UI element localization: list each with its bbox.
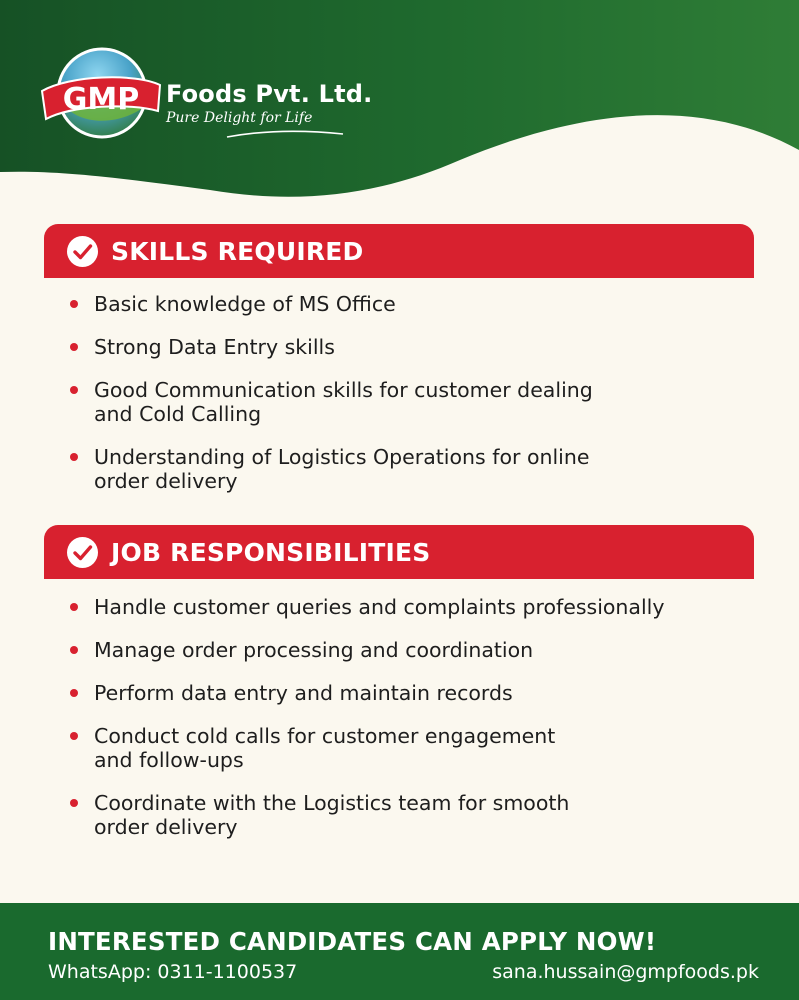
list-item	[70, 292, 760, 316]
bullet-dot-icon	[70, 689, 78, 697]
skill-item-text: order delivery	[94, 469, 238, 493]
list-item	[70, 378, 760, 426]
bullet-dot-icon	[70, 799, 78, 807]
list-item	[70, 595, 760, 619]
apply-now-heading: INTERESTED CANDIDATES CAN APPLY NOW!	[48, 927, 657, 956]
skill-item-text: Good Communication skills for customer dealing	[94, 378, 593, 402]
logo-text: GMP	[62, 82, 140, 117]
responsibility-item-text: Coordinate with the Logistics team for smooth	[94, 791, 570, 815]
job-responsibilities-banner	[44, 525, 754, 579]
skill-item-text: Strong Data Entry skills	[94, 335, 335, 359]
list-item	[70, 724, 760, 772]
bullet-dot-icon	[70, 453, 78, 461]
skill-item-text: and Cold Calling	[94, 402, 262, 426]
tagline-swoosh-decoration	[225, 128, 345, 140]
responsibility-item-text: order delivery	[94, 815, 238, 839]
gmp-logo	[40, 45, 162, 140]
bullet-dot-icon	[70, 603, 78, 611]
skills-required-title: SKILLS REQUIRED	[111, 236, 364, 266]
skill-item-text: Basic knowledge of MS Office	[94, 292, 396, 316]
company-name: Foods Pvt. Ltd.	[166, 80, 373, 108]
company-tagline: Pure Delight for Life	[166, 110, 313, 126]
responsibility-item-text: Manage order processing and coordination	[94, 638, 534, 662]
list-item	[70, 681, 760, 705]
bullet-dot-icon	[70, 300, 78, 308]
list-item	[70, 335, 760, 359]
responsibility-item-text: Perform data entry and maintain records	[94, 681, 513, 705]
skills-list	[70, 292, 760, 493]
bullet-dot-icon	[70, 343, 78, 351]
list-item	[70, 791, 760, 839]
bullet-dot-icon	[70, 646, 78, 654]
list-item	[70, 638, 760, 662]
responsibility-item-text: and follow-ups	[94, 748, 244, 772]
whatsapp-contact[interactable]: WhatsApp: 0311-1100537	[48, 961, 298, 983]
bullet-dot-icon	[70, 732, 78, 740]
checkmark-circle-icon	[66, 235, 99, 268]
list-item	[70, 445, 760, 493]
job-responsibilities-title: JOB RESPONSIBILITIES	[111, 537, 431, 567]
footer-bar	[0, 903, 799, 1000]
responsibility-item-text: Handle customer queries and complaints professionally	[94, 595, 665, 619]
responsibilities-list	[70, 595, 760, 839]
skill-item-text: Understanding of Logistics Operations for online	[94, 445, 590, 469]
skills-required-banner	[44, 224, 754, 278]
checkmark-circle-icon	[66, 536, 99, 569]
bullet-dot-icon	[70, 386, 78, 394]
responsibility-item-text: Conduct cold calls for customer engagement	[94, 724, 556, 748]
email-contact[interactable]: sana.hussain@gmpfoods.pk	[492, 961, 759, 983]
